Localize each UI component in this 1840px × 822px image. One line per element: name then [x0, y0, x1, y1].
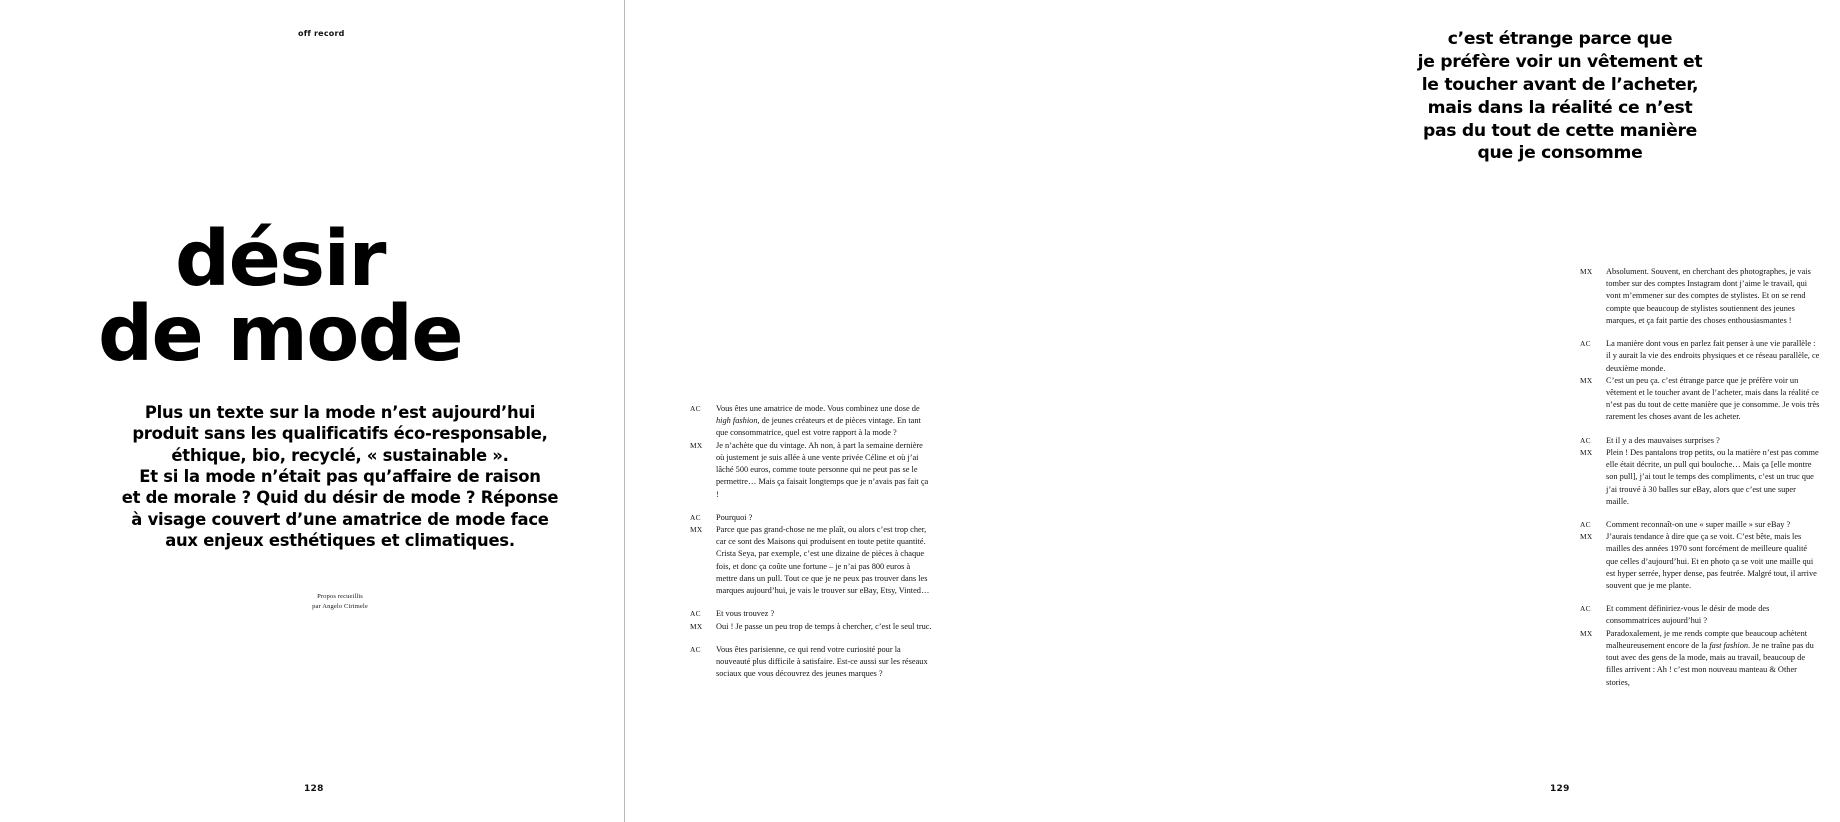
pullquote-line-3: le toucher avant de l’acheter, — [1421, 74, 1699, 95]
utterance-text: Comment reconnaît-on une « super maille » sur eBay ? — [1606, 519, 1791, 529]
utterance-text: Et il y a des mauvaises surprises ? — [1606, 435, 1720, 445]
credit-line-1: Propos recueillis — [317, 593, 363, 600]
deck-line-5: et de morale ? Quid du désir de mode ? Réponse — [121, 488, 559, 508]
pullquote-line-4: mais dans la réalité ce n’est — [1427, 97, 1693, 118]
standfirst-deck — [110, 402, 570, 551]
speaker-label: AC — [690, 512, 701, 522]
pull-quote — [1280, 28, 1840, 165]
credit-line-2: par Angelo Cirimele — [312, 602, 368, 610]
speaker-label: AC — [1580, 519, 1591, 529]
speaker-label: MX — [690, 524, 703, 534]
speaker-label: AC — [1580, 339, 1591, 349]
interview-turn — [1580, 435, 1820, 447]
pullquote-line-5: pas du tout de cette manière — [1423, 120, 1697, 141]
folio-left: 128 — [304, 784, 324, 794]
pullquote-line-2: je préfère voir un vêtement et — [1417, 51, 1703, 72]
speaker-label: AC — [690, 609, 701, 619]
deck-line-7: aux enjeux esthétiques et climatiques. — [165, 530, 515, 550]
interview-turn — [1580, 519, 1820, 531]
byline-credit — [110, 592, 570, 611]
emphasis-text: high fashion — [716, 416, 758, 426]
utterance-text: Vous êtes parisienne, ce qui rend votre curiosité pour la nouveauté plus difficile à satisfaire. Est-ce aussi sur les réseaux sociaux que vous découvrez des jeunes marques ? — [716, 644, 928, 679]
speaker-label: AC — [690, 644, 701, 654]
folio-right: 129 — [1550, 784, 1570, 794]
speaker-label: MX — [1580, 267, 1593, 276]
deck-line-2: produit sans les qualificatifs éco-responsable, — [132, 424, 548, 444]
interview-turn — [1580, 375, 1820, 424]
speaker-label: AC — [1580, 604, 1591, 614]
utterance-text: Vous êtes une amatrice de mode. Vous combinez une dose de high fashion, de jeunes créateurs et de pièces vintage. En tant que consommatrice, quel est votre rapport à la mode ? — [716, 404, 921, 438]
right-page — [625, 0, 1820, 822]
speaker-label: MX — [690, 621, 703, 631]
interview-turn — [1580, 628, 1820, 689]
utterance-text: Plein ! Des pantalons trop petits, ou la matière n’est pas comme elle était décrite, un pull qui bouloche… Mais ça [elle montre son pull], j’ai tout le temps des compliments, c’est un truc que j’ai trouvé à 30 balles sur eBay, alors que c’est une super maille. — [1606, 447, 1819, 506]
pullquote-line-6: que je consomme — [1477, 143, 1643, 164]
utterance-text: Je n’achète que du vintage. Ah non, à part la semaine dernière où justement je suis allée à une vente privée Céline et où j’ai lâché 500 euros, comme toute personne qui ne peut pas se le permettre… Mais ça faisait longtemps que je n’avais pas fait ça ! — [716, 440, 929, 499]
utterance-text: Oui ! Je passe un peu trop de temps à chercher, c’est le seul truc. — [716, 621, 932, 631]
interview-turn — [1580, 603, 1820, 627]
interview-turn — [1580, 447, 1820, 508]
title-line-2: de mode — [97, 290, 463, 380]
speaker-label: MX — [1580, 628, 1593, 638]
running-head: off record — [298, 29, 345, 38]
emphasis-text: fast fashion — [1709, 640, 1749, 650]
pullquote-line-1: c’est étrange parce que — [1447, 29, 1673, 49]
deck-line-6: à visage couvert d’une amatrice de mode face — [131, 509, 549, 529]
deck-line-1: Plus un texte sur la mode n’est aujourd’hui — [144, 403, 536, 422]
speaker-label: MX — [1580, 447, 1593, 457]
speaker-label: MX — [1580, 375, 1593, 385]
interview-column-right — [1580, 266, 1820, 689]
title-line-1: désir — [174, 215, 386, 304]
utterance-text: La manière dont vous en parlez fait penser à une vie parallèle : il y aurait la vie des endroits physiques et ce réseau parallèle, ce deuxième monde. — [1606, 339, 1820, 373]
speaker-label: AC — [1580, 435, 1591, 445]
deck-line-3: éthique, bio, recyclé, « sustainable ». — [171, 445, 509, 465]
deck-line-4: Et si la mode n’était pas qu’affaire de raison — [139, 466, 541, 486]
interview-turn — [1580, 266, 1820, 327]
utterance-text: C’est un peu ça. c’est étrange parce que je préfère voir un vêtement et le toucher avant de l’acheter, mais dans la réalité ce n’est pas du tout de cette manière que je consomme. Je vois très rarement les choses avant de les acheter. — [1606, 375, 1820, 422]
utterance-text: Et vous trouvez ? — [716, 609, 775, 619]
utterance-text: Absolument. Souvent, en cherchant des photographes, je vais tomber sur des comptes Instagram dont j’aime le travail, qui vont m’emmener sur des comptes de stylistes. Et on se rend compte que beaucoup de stylistes soutiennent des jeunes marques, et ça fait partie des choses enthousiasmantes ! — [1606, 267, 1811, 325]
utterance-text: Et comment définiriez-vous le désir de mode des consommatrices aujourd’hui ? — [1606, 604, 1770, 626]
speaker-label: AC — [690, 404, 701, 413]
utterance-text: J’aurais tendance à dire que ça se voit. C’est bête, mais les mailles des années 1970 sont forcément de meilleure qualité que celles d’aujourd’hui. Et en photo ça se voit une maille qui est hyper serrée, hyper dense, pas feutrée. Malgré tout, il arrive souvent que je me plante. — [1606, 532, 1817, 591]
speaker-label: MX — [1580, 532, 1593, 542]
page-title — [0, 215, 560, 380]
interview-turn — [1580, 338, 1820, 375]
utterance-text: Paradoxalement, je me rends compte que beaucoup achètent malheureusement encore de la fast fashion. Je ne traîne pas du tout avec des gens de la mode, mais au travail, beaucoup de filles arrivent : Ah ! c’est mon nouveau manteau & Other stories, — [1606, 628, 1814, 687]
interview-turn — [1580, 531, 1820, 592]
utterance-text: Parce que pas grand-chose ne me plaît, ou alors c’est trop cher, car ce sont des Maisons qui produisent en toute petite quantité. Crista Seya, par exemple, c’est une dizaine de pièces à chaque fois, et donc ça coûte une fortune – je n’ai pas 800 euros à mettre dans un pull. Tout ce que je ne peux pas trouver dans les marques aujourd’hui, je vais le trouver sur eBay, Etsy, Vinted… — [716, 524, 930, 596]
speaker-label: MX — [690, 440, 703, 450]
utterance-text: Pourquoi ? — [716, 512, 753, 522]
